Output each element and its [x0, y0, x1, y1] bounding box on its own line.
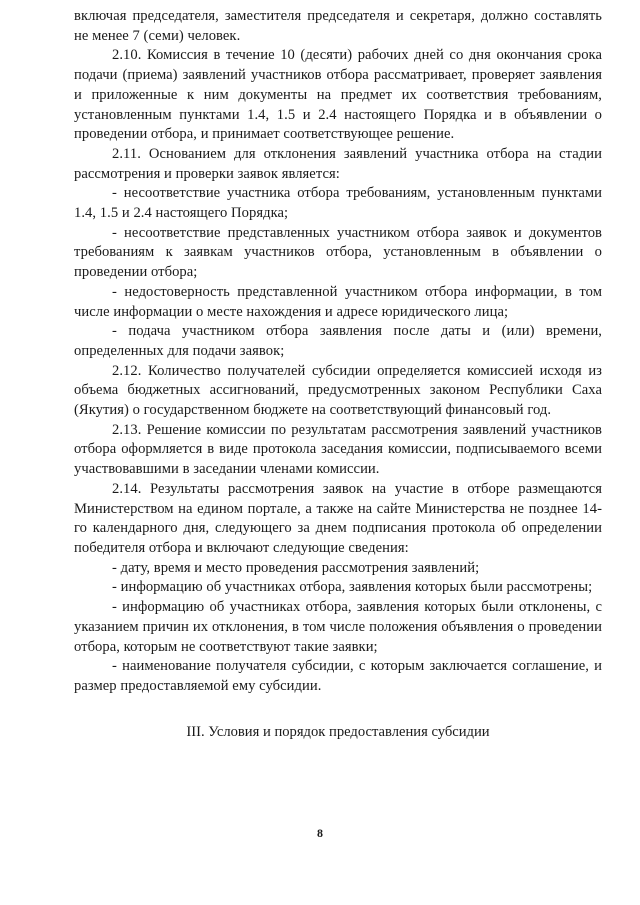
section-heading: III. Условия и порядок предоставления субсидии	[186, 723, 490, 740]
list-item-unreliable-info: - недостоверность представленной участником отбора информации, в том числе информации о месте нахождения и адресе юридического лица;	[74, 283, 602, 320]
list-item-documents: - несоответствие представленных участником отбора заявок и документов требованиям к заявкам участников отбора, установленным в объявлении о проведении отбора;	[74, 224, 602, 281]
list-item-recipient-name: - наименование получателя субсидии, с которым заключается соглашение, и размер предоставляемой ему субсидии.	[74, 658, 602, 694]
document-body	[74, 7, 602, 697]
list-item-requirements: - несоответствие участника отбора требованиям, установленным пунктами 1.4, 1.5 и 2.4 настоящего Порядка;	[74, 185, 602, 222]
list-item-late-submission: - подача участником отбора заявления после даты и (или) времени, определенных для подачи заявок;	[74, 323, 602, 359]
list-item-rejected-participants: - информацию об участниках отбора, заявления которых были отклонены, с указанием причин их отклонения, в том числе положения объявления о проведении отбора, которым не соответствуют такие заявки;	[74, 599, 602, 655]
paragraph-continuation: включая председателя, заместителя председателя и секретаря, должно составлять не менее 7 (семи) человек.	[74, 8, 602, 44]
paragraph-2-12: 2.12. Количество получателей субсидии определяется комиссией исходя из объема бюджетных ассигнований, предусмотренных законом Республики Саха (Якутия) о государственном бюджете на соответствующий финансовый год.	[74, 362, 602, 419]
list-item-reviewed-participants: - информацию об участниках отбора, заявления которых были рассмотрены;	[112, 579, 593, 596]
paragraph-2-14: 2.14. Результаты рассмотрения заявок на участие в отборе размещаются Министерством на едином портале, а также на сайте Министерства не позднее 14-го календарного дня, следующего за днем подписания протокола об определении победителя отбора и включают следующие сведения:	[74, 480, 602, 556]
page-number: 8	[317, 826, 323, 840]
paragraph-2-10: 2.10. Комиссия в течение 10 (десяти) рабочих дней со дня окончания срока подачи (приема) заявлений участников отбора рассматривает, проверяет заявления и приложенные к ним документы на предмет их соответствия требованиям, установленным пунктами 1.4, 1.5 и 2.4 настоящего Порядка и в объявлении о проведении отбора, и принимает соответствующее решение.	[74, 47, 602, 143]
paragraph-2-11: 2.11. Основанием для отклонения заявлений участника отбора на стадии рассмотрения и проверки заявок является:	[74, 145, 602, 182]
paragraph-2-13: 2.13. Решение комиссии по результатам рассмотрения заявлений участников отбора оформляется в виде протокола заседания комиссии, подписываемого всеми участвовавшими в заседании членами комиссии.	[74, 421, 602, 478]
list-item-date-time-place: - дату, время и место проведения рассмотрения заявлений;	[112, 559, 480, 576]
